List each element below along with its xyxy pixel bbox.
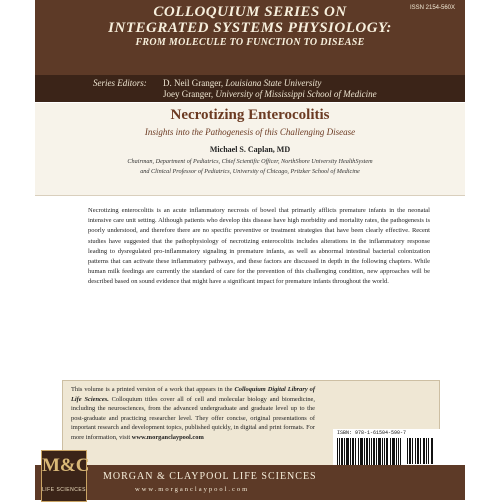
library-name: Colloquium Digital Library of Life Sciences.: [71, 386, 315, 403]
logo-monogram: M&C: [42, 455, 90, 476]
publisher-footer: [35, 455, 465, 500]
book-subtitle: Insights into the Pathogenesis of this Challenging Disease: [144, 127, 356, 137]
author-affiliation-line1: Chairman, Department of Pediatrics, Chief Scientific Officer, NorthShore University HealthSystem: [127, 158, 373, 165]
book-abstract: Necrotizing enterocolitis is an acute inflammatory necrosis of bowel that primarily afflicts premature infants in the neonatal intensive care unit setting. Although patients who develop this disease have high morbidity and mortality rates, the pathogenesis is poorly understood, and therefore there are no specific preventive or treatment strategies that have been clearly effective. Recent studies have suggested that the pathophysiology of necrotizing enterocolitis includes alterations in the inflammatory response leading to dysregulated pro-inflammatory signaling in premature infants, as well as abnormal intestinal bacterial colonization patterns that can activate these inflammatory pathways, and these factors are discussed in depth in the following chapters. While human milk feedings are currently the standard of care for the prevention of this challenging condition, new approaches will be described based on sound evidence that might have a significant impact for premature infants throughout the world.: [88, 207, 430, 286]
book-title: Necrotizing Enterocolitis: [170, 107, 330, 123]
publisher-name: MORGAN & CLAYPOOL LIFE SCIENCES: [103, 471, 317, 482]
publisher-logo: [41, 450, 90, 502]
publisher-website[interactable]: www.morganclaypool.com: [135, 486, 250, 493]
editor-2-affiliation: University of Mississippi School of Medicine: [215, 89, 377, 99]
series-editors-label: Series Editors:: [93, 78, 147, 88]
series-header: [35, 0, 465, 75]
author-affiliation-line2: and Clinical Professor of Pediatrics, University of Chicago, Pritzker School of Medicine: [140, 168, 360, 175]
info-text-part2: Colloquium titles cover all of cell and molecular biology and biomedicine, including the neurosciences, from the advanced undergraduate and graduate level up to the post-graduate and practicing researcher level. They offer concise, original presentations of important research and development topics, published quickly, in digital and print formats. For more information, visit: [71, 395, 315, 441]
library-info-box: [62, 380, 440, 478]
author-name: Michael S. Caplan, MD: [209, 145, 291, 154]
editor-1-affiliation: Louisiana State University: [225, 78, 322, 88]
barcode-icon: [337, 438, 437, 468]
series-title-line1: COLLOQUIUM SERIES ON: [153, 4, 347, 20]
library-info-text: [71, 385, 315, 443]
isbn-label: ISBN: 978-1-61504-590-7: [337, 430, 407, 436]
editor-1-name: D. Neil Granger,: [163, 78, 224, 88]
info-text-part1: This volume is a printed version of a work that appears in the: [71, 386, 233, 393]
series-title: [35, 5, 465, 48]
editor-1: [163, 78, 321, 88]
editor-2: [163, 89, 377, 99]
series-title-line3: FROM MOLECULE TO FUNCTION TO DISEASE: [135, 36, 365, 48]
editor-2-name: Joey Granger,: [163, 89, 214, 99]
series-editors: [35, 75, 465, 102]
book-title-block: [35, 103, 465, 196]
series-title-line2: INTEGRATED SYSTEMS PHYSIOLOGY:: [108, 19, 392, 36]
book-back-cover: [35, 0, 465, 500]
publisher-url-link[interactable]: www.morganclaypool.com: [131, 433, 204, 441]
issn-label: ISSN 2154-560X: [409, 5, 455, 11]
logo-subtitle: LIFE SCIENCES: [42, 487, 87, 493]
